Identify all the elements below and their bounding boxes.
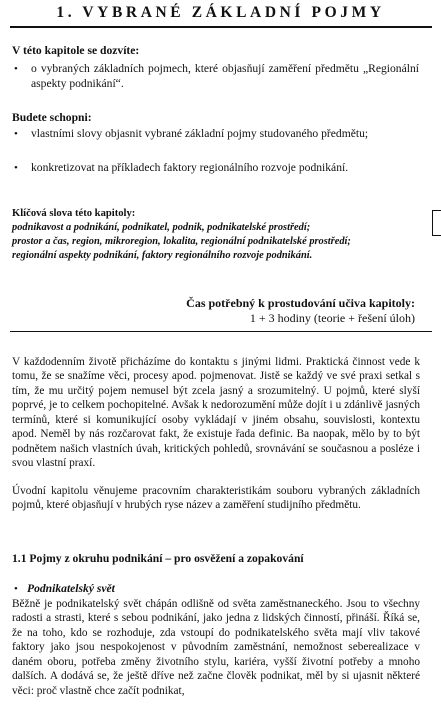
bullet-icon: • [14,583,18,595]
chapter-title: 1. VYBRANÉ ZÁKLADNÍ POJMY [56,4,385,21]
able-item: vlastními slovy objasnit vybrané základní pojmy studovaného předmětu; [31,127,369,140]
bullet-icon: • [14,128,18,140]
bullet-icon: • [14,63,18,75]
learn-item: o vybraných základních pojmech, které objasňují zaměření předmětu „Regionální aspekty podnikání“. [31,62,419,90]
able-item: konkretizovat na příkladech faktory regionálního rozvoje podnikání. [31,161,349,174]
intro-paragraph: V každodenním životě přicházíme do kontaktu s jinými lidmi. Praktická činnost vede k tomu, že se snažíme věci, procesy apod. pojmenovat. Jistě se každý ve své praxi setkal s tím, že mu určitý pojem nemusel být zcela jasný a srozumitelný. U pojmů, které slyší poprvé, je to celkem pochopitelné. Avšak k nedorozumění může dojít i u zdánlivě jasných termínů, které si komunikující osoby vykládají v jiném obsahu, souvislosti, kontextu apod. Neměl by nás rozčarovat fakt, že existuje řada definic. Ba naopak, mělo by to být podnětem našich vlastních úvah, kritických pohledů, srovnávání se současnou a posléze i svou vlastní praxí. [12,356,420,470]
subsection-title: Podnikatelský svět [27,582,115,595]
intro-paragraph: Úvodní kapitolu věnujeme pracovním charakteristikám souboru vybraných základních pojmů, které objasňují v hrubých ryse název a zaměření studijního předmětu. [12,485,420,512]
bullet-icon: • [14,162,18,174]
keywords-line: regionální aspekty podnikání, faktory regionálního rozvoje podnikání. [12,250,313,261]
title-underline [10,26,432,28]
margin-marker [432,210,441,236]
time-label: Čas potřebný k prostudování učiva kapitoly: [186,296,415,310]
section-paragraph: Běžně je podnikatelský svět chápán odlišně od světa zaměstnaneckého. Jsou to všechny radosti a strasti, které s sebou podnikání, jako jedna z lidských činností, přináší. Říká se, že na toho, kdo se rozhoduje, zda vstoupí do podnikatelského světa mají vliv takové faktory jako jsou nespokojenost v původním zaměstnání, nemožnost seberealizace v daném oboru, potřeba změny životního stylu, kariéra, vyšší životní potřeby a mnoho dalších. A dodává se, že ještě dříve než začne člověk podnikat, měl by si ujasnit některé věci: proč vlastně chce začít podnikat, [12,598,420,697]
divider [10,331,432,332]
keywords-heading: Klíčová slova této kapitoly: [12,208,136,219]
keywords-line: podnikavost a podnikání, podnikatel, podnik, podnikatelské prostředí; [12,222,311,233]
keywords-line: prostor a čas, region, mikroregion, lokalita, regionální podnikatelské prostředí; [12,236,351,247]
able-heading: Budete schopni: [12,111,92,124]
time-value: 1 + 3 hodiny (teorie + řešení úloh) [249,311,415,325]
learn-heading: V této kapitole se dozvíte: [12,44,140,57]
section-title: 1.1 Pojmy z okruhu podnikání – pro osvěžení a zopakování [12,552,304,565]
